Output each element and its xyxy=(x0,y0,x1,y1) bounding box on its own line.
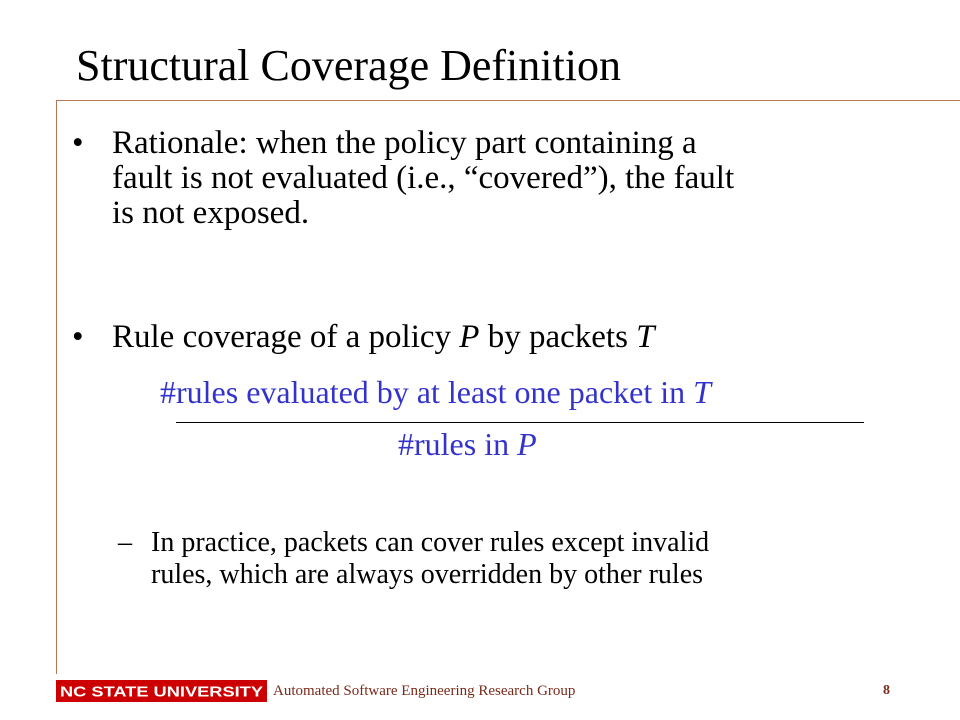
packets-variable: T xyxy=(693,374,711,410)
logo-text: NC STATE UNIVERSITY xyxy=(60,683,263,701)
text-run: #rules in xyxy=(398,426,518,462)
slide-title: Structural Coverage Definition xyxy=(76,41,621,90)
nc-state-logo-wordmark xyxy=(56,680,267,702)
formula-denominator xyxy=(398,425,537,463)
bullet-dot: • xyxy=(72,125,84,161)
bullet-line: is not exposed. xyxy=(112,195,310,231)
bullet-line: Rationale: when the policy part containing a xyxy=(112,125,697,161)
text-run: by packets xyxy=(479,319,637,355)
fraction-bar xyxy=(176,422,864,423)
bullet-text xyxy=(112,320,655,355)
bullet-rationale xyxy=(72,126,932,246)
packets-variable: T xyxy=(636,319,655,355)
page-number: 8 xyxy=(883,683,890,698)
formula-numerator xyxy=(160,373,711,411)
footer-group-name: Automated Software Engineering Research Group xyxy=(273,683,576,699)
subbullet-line: rules, which are always overridden by other rules xyxy=(151,559,704,590)
bullet-text xyxy=(112,126,734,231)
slide-frame-left-rule xyxy=(56,100,57,674)
bullet-dot: • xyxy=(72,319,84,355)
text-run: #rules evaluated by at least one packet in xyxy=(160,374,694,410)
policy-variable: P xyxy=(517,426,537,462)
subbullet-text xyxy=(151,527,709,591)
text-run: Rule coverage of a policy xyxy=(112,319,460,355)
nc-state-logo xyxy=(56,680,267,702)
slide-frame-top-rule xyxy=(56,100,960,101)
bullet-line: fault is not evaluated (i.e., “covered”), the fault xyxy=(112,160,735,196)
bullet-rule-coverage xyxy=(72,320,932,360)
subbullet-dash: – xyxy=(118,527,132,558)
policy-variable: P xyxy=(459,319,480,355)
subbullet-line: In practice, packets can cover rules except invalid xyxy=(151,527,710,558)
